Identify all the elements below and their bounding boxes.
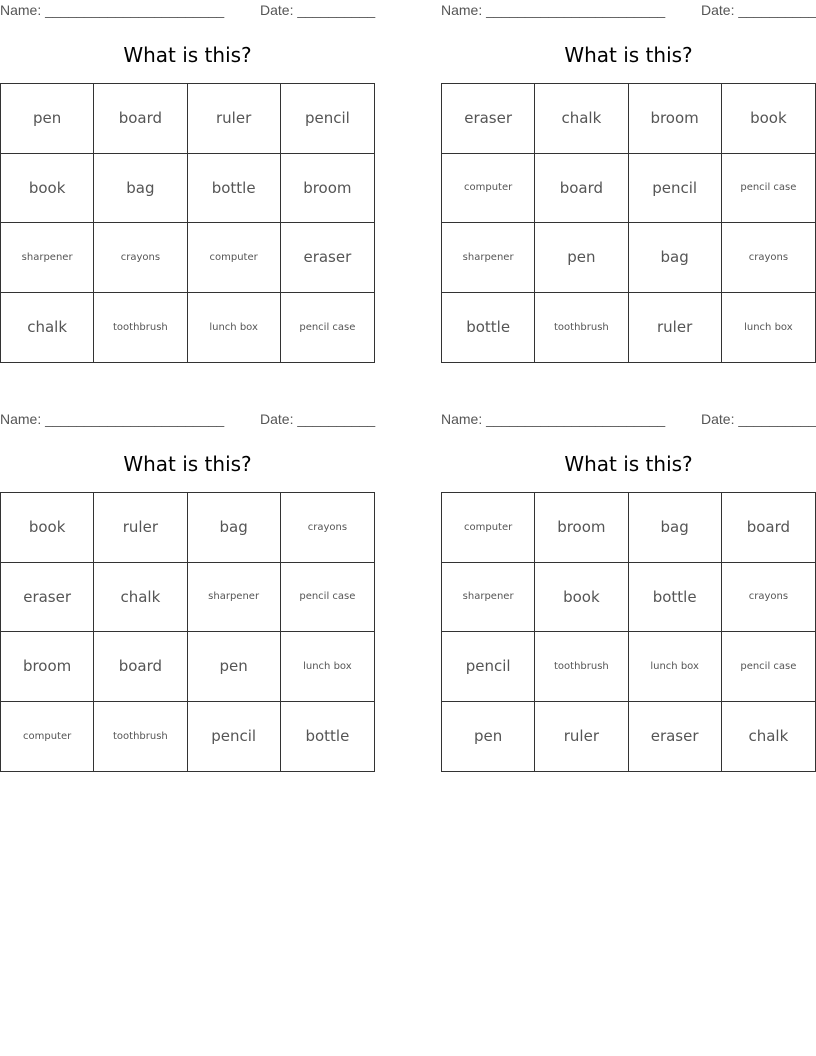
grid-cell: chalk bbox=[1, 293, 94, 363]
bingo-card-3 bbox=[0, 409, 375, 774]
card-title: What is this? bbox=[564, 43, 693, 67]
grid-cell: bag bbox=[94, 154, 187, 224]
grid-cell: sharpener bbox=[1, 223, 94, 293]
grid-cell: crayons bbox=[94, 223, 187, 293]
grid-cell: computer bbox=[442, 493, 535, 563]
grid-cell: eraser bbox=[442, 84, 535, 154]
grid-cell: pencil bbox=[281, 84, 374, 154]
grid-cell: bottle bbox=[442, 293, 535, 363]
grid-cell: ruler bbox=[188, 84, 281, 154]
bingo-card-4 bbox=[441, 409, 816, 774]
grid-cell: chalk bbox=[748, 727, 789, 746]
grid-cell: board bbox=[94, 632, 187, 702]
bingo-grid bbox=[0, 492, 375, 772]
grid-cell: sharpener bbox=[442, 223, 535, 293]
grid-cell: pen bbox=[535, 223, 628, 293]
date-field-label: Date: __________ bbox=[701, 2, 816, 18]
grid-cell: pencil case bbox=[281, 563, 374, 633]
name-field-label: Name: _______________________ bbox=[441, 411, 666, 427]
grid-cell: crayons bbox=[281, 493, 374, 563]
grid-cell: book bbox=[722, 84, 815, 154]
card-header bbox=[0, 0, 375, 20]
grid-cell: pencil bbox=[629, 154, 722, 224]
grid-cell: toothbrush bbox=[535, 293, 628, 363]
grid-cell: toothbrush bbox=[535, 632, 628, 702]
grid-cell: lunch box bbox=[629, 632, 722, 702]
grid-cell: bottle bbox=[188, 154, 281, 224]
grid-cell: broom bbox=[535, 493, 628, 563]
grid-cell: pencil case bbox=[722, 154, 815, 224]
card-title: What is this? bbox=[123, 43, 252, 67]
grid-cell: pencil case bbox=[722, 632, 815, 702]
grid-cell: ruler bbox=[535, 702, 628, 772]
grid-cell: toothbrush bbox=[94, 702, 187, 772]
bingo-grid bbox=[0, 83, 375, 363]
card-header bbox=[0, 409, 375, 429]
name-field-label: Name: _______________________ bbox=[0, 2, 225, 18]
grid-cell: sharpener bbox=[188, 563, 281, 633]
grid-cell: crayons bbox=[722, 563, 815, 633]
grid-cell: book bbox=[1, 493, 94, 563]
card-header bbox=[441, 0, 816, 20]
grid-cell: lunch box bbox=[188, 293, 281, 363]
bingo-grid bbox=[441, 492, 816, 772]
grid-cell: ruler bbox=[629, 293, 722, 363]
grid-cell: board bbox=[535, 154, 628, 224]
grid-cell: computer bbox=[442, 154, 535, 224]
grid-cell: broom bbox=[281, 154, 374, 224]
grid-cell: pencil bbox=[442, 632, 535, 702]
date-field-label: Date: __________ bbox=[260, 2, 376, 18]
grid-cell: bottle bbox=[629, 563, 722, 633]
grid-cell: ruler bbox=[94, 493, 187, 563]
bingo-card-1 bbox=[0, 0, 375, 365]
grid-cell: pen bbox=[442, 702, 535, 772]
card-header bbox=[441, 409, 816, 429]
name-field-label: Name: _______________________ bbox=[441, 2, 666, 18]
name-field-label: Name: _______________________ bbox=[0, 411, 225, 427]
grid-cell: toothbrush bbox=[94, 293, 187, 363]
card-title: What is this? bbox=[564, 452, 693, 476]
date-field-label: Date: __________ bbox=[701, 411, 816, 427]
grid-cell: lunch box bbox=[744, 321, 793, 333]
grid-cell: book bbox=[535, 563, 628, 633]
grid-cell: pencil case bbox=[299, 321, 356, 333]
grid-cell: computer bbox=[1, 702, 94, 772]
date-field-label: Date: __________ bbox=[260, 411, 376, 427]
grid-cell: computer bbox=[188, 223, 281, 293]
bingo-grid bbox=[441, 83, 816, 363]
grid-cell: crayons bbox=[722, 223, 815, 293]
grid-cell: broom bbox=[1, 632, 94, 702]
grid-cell: chalk bbox=[535, 84, 628, 154]
grid-cell: bag bbox=[629, 223, 722, 293]
card-title: What is this? bbox=[123, 452, 252, 476]
grid-cell: bag bbox=[629, 493, 722, 563]
bingo-card-2 bbox=[441, 0, 816, 365]
grid-cell: book bbox=[1, 154, 94, 224]
grid-cell: pencil bbox=[188, 702, 281, 772]
grid-cell: lunch box bbox=[281, 632, 374, 702]
grid-cell: broom bbox=[629, 84, 722, 154]
grid-cell: eraser bbox=[281, 223, 374, 293]
grid-cell: eraser bbox=[629, 702, 722, 772]
grid-cell: bottle bbox=[305, 727, 350, 746]
grid-cell: chalk bbox=[94, 563, 187, 633]
grid-cell: board bbox=[722, 493, 815, 563]
grid-cell: sharpener bbox=[442, 563, 535, 633]
grid-cell: board bbox=[94, 84, 187, 154]
grid-cell: pen bbox=[1, 84, 94, 154]
grid-cell: pen bbox=[188, 632, 281, 702]
grid-cell: bag bbox=[188, 493, 281, 563]
grid-cell: eraser bbox=[1, 563, 94, 633]
